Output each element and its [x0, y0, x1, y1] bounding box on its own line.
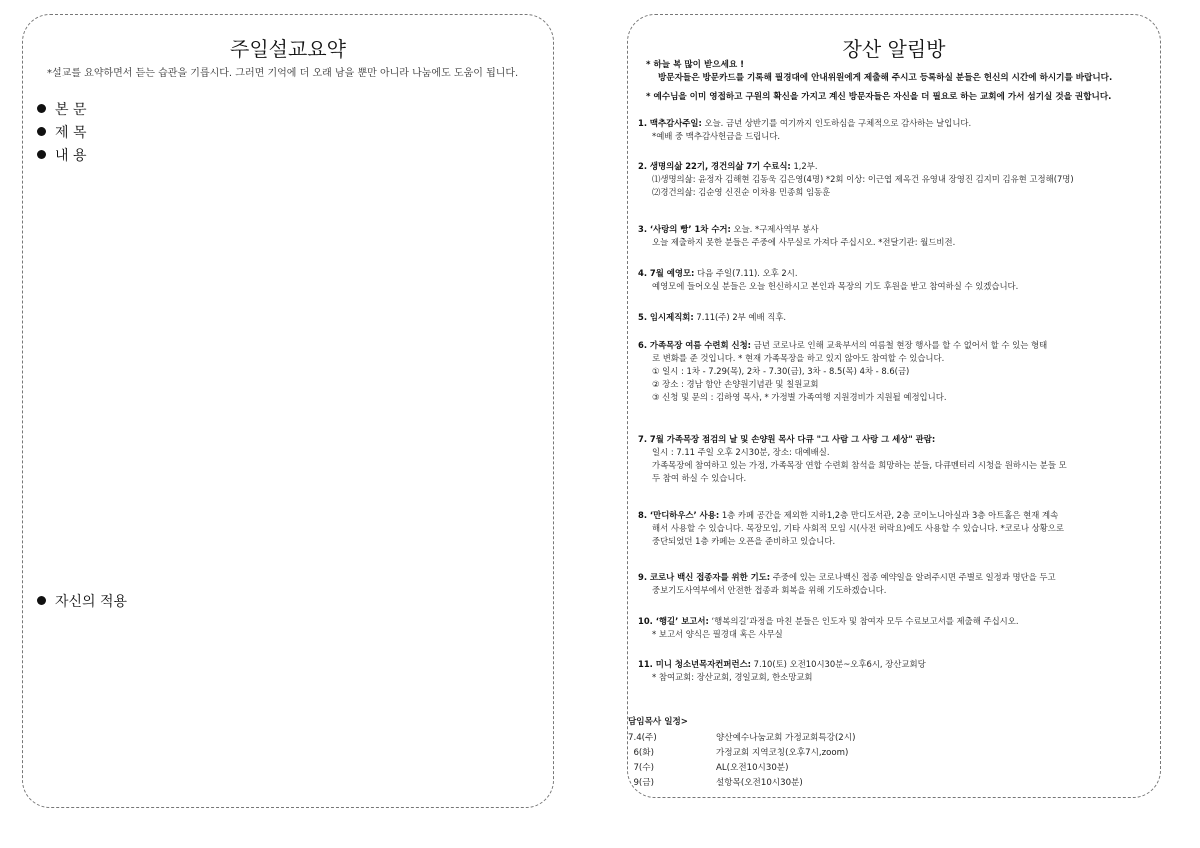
notice-item [638, 311, 1144, 324]
schedule-date: 7.4(주) [628, 733, 657, 743]
notice-first-line [638, 615, 1144, 628]
bullet-content [37, 145, 87, 165]
notice-heading: 2. 생명의삶 22기, 경건의삶 7기 수료식: [638, 161, 791, 171]
notice-heading: 11. 미니 청소년목자컨퍼런스: [638, 659, 752, 669]
notice-first-line [638, 311, 1144, 324]
notice-heading: 1. 맥추감사주일: [638, 118, 702, 128]
notice-heading: 6. 가족목장 여름 수련회 신청: [638, 340, 752, 350]
notice-text: 오늘. 금년 상반기를 여기까지 인도하심을 구체적으로 감사하는 날입니다. [701, 118, 972, 128]
notice-first-line [638, 223, 1144, 236]
notice-detail-line: 두 참여 하실 수 있습니다. [652, 473, 747, 483]
schedule-row [628, 776, 1148, 791]
sermon-summary-instruction: *설교를 요약하면서 듣는 습관을 기릅시다. 그러면 기억에 더 오래 남을 뿐만 아니라 나눔에도 도움이 됩니다. [47, 68, 519, 79]
notice-text: 금년 코로나로 인해 교육부서의 여름철 현장 행사를 할 수 없어서 할 수 있는 형태 [751, 340, 1048, 350]
notice-detail-line: ② 장소 : 경남 함안 손양원기념관 및 칠원교회 [652, 379, 819, 389]
notice-heading: 4. 7월 예영모: [638, 268, 695, 278]
notice-first-line [638, 160, 1144, 173]
bullet-dot-icon [37, 596, 46, 605]
notice-text: 1,2부. [790, 161, 818, 171]
notice-first-line [638, 339, 1144, 352]
notice-detail-line: 해서 사용할 수 있습니다. 목장모임, 기타 사회적 모임 시(사전 허락요)에도 사용할 수 있습니다. *코로나 상황으로 [652, 523, 1064, 533]
notice-item [638, 615, 1144, 641]
notice-detail-line: ① 일시 : 1차 - 7.29(목), 2차 - 7.30(금), 3차 - 8.5(목) 4차 - 8.6(금) [652, 366, 910, 376]
notice-detail-line: 가족목장에 참여하고 있는 가정, 가족목장 연합 수련회 참석을 희망하는 분들, 다큐멘터리 시청을 원하시는 분들 모 [652, 460, 1067, 470]
notice-item [638, 160, 1144, 199]
schedule-event: 설항목(오전10시30분) [716, 778, 803, 788]
notice-detail-line: ③ 신청 및 문의 : 김하영 목사, * 가정별 가족여행 지원경비가 지원될 예정입니다. [652, 392, 947, 402]
welcome-line-3: * 예수님을 이미 영접하고 구원의 확신을 가지고 계신 방문자들은 자신을 더 필요로 하는 교회에 가서 섬기실 것을 권합니다. [646, 92, 1112, 102]
notice-item [638, 571, 1144, 597]
bullet-bible-text [37, 99, 87, 119]
schedule-title: 담임목사 일정> [628, 717, 689, 727]
notice-text: 주중에 있는 코로나백신 접종 예약일을 알려주시면 주별로 일정과 명단을 두고 [770, 572, 1056, 582]
sermon-summary-panel [22, 14, 554, 808]
notice-detail-line: 일시 : 7.11 주일 오후 2시30분, 장소: 대예배실. [652, 447, 830, 457]
schedule-date: 9(금) [628, 778, 654, 788]
notice-item [638, 339, 1144, 404]
notice-text: 7.10(토) 오전10시30분~오후6시, 장산교회당 [751, 659, 926, 669]
notice-first-line [638, 571, 1144, 584]
notice-item [638, 509, 1144, 548]
schedule-row [628, 731, 1148, 746]
notice-detail-line: ⑴생명의삶: 윤정자 김해현 김동욱 김은영(4명) *2회 이상: 이근엽 제옥건 유영내 장영진 김지미 김유현 고정해(7명) [652, 174, 1074, 184]
schedule-event: 양산예수나눔교회 가정교회특강(2시) [716, 733, 856, 743]
bullet-self-application [37, 591, 127, 611]
schedule-row [628, 761, 1148, 776]
notice-detail-line: ⑵경건의삶: 김순영 신진순 이차용 민종희 임동훈 [652, 187, 831, 197]
announcements-panel [627, 14, 1161, 798]
announcements-title: 장산 알림방 [842, 37, 946, 61]
notice-first-line [638, 117, 1144, 130]
notice-item [638, 433, 1144, 485]
notice-detail-line: 로 변화를 준 것입니다. * 현재 가족목장을 하고 있지 않아도 참여할 수 있습니다. [652, 353, 945, 363]
bullet-sermon-title [37, 122, 87, 142]
schedule-row [628, 746, 1148, 761]
notice-detail-line: * 보고서 양식은 필경대 혹은 사무실 [652, 629, 783, 639]
notice-heading: 3. ‘사랑의 빵’ 1차 수거: [638, 224, 731, 234]
notice-item [638, 658, 1144, 684]
notice-text: 다음 주일(7.11). 오후 2시. [694, 268, 798, 278]
schedule-rows [628, 731, 1148, 791]
notice-detail-line: 오늘 제출하지 못한 분들은 주중에 사무실로 가져다 주십시오. *전달기관: 월드비전. [652, 237, 956, 247]
notice-first-line [638, 267, 1144, 280]
welcome-notice [646, 59, 1138, 104]
welcome-line-2: 방문자들은 방문카드를 기록해 필경대에 안내위원에게 제출해 주시고 등록하실 분들은 헌신의 시간에 하시기를 바랍니다. [658, 73, 1113, 83]
notice-detail-line: *예배 중 맥추감사헌금을 드립니다. [652, 131, 781, 141]
notice-item [638, 267, 1144, 293]
notice-heading: 10. ‘행길’ 보고서: [638, 616, 709, 626]
notice-detail-line: * 참여교회: 장산교회, 경일교회, 한소망교회 [652, 672, 813, 682]
notice-text: 오늘. *구제사역부 봉사 [730, 224, 819, 234]
bullet-label: 제 목 [55, 125, 87, 141]
bullet-label: 본 문 [55, 102, 87, 118]
schedule-event: 가정교회 지역코칭(오후7시,zoom) [716, 748, 849, 758]
pastor-schedule [628, 715, 1148, 791]
notice-first-line [638, 433, 1144, 446]
bullet-dot-icon [37, 127, 46, 136]
bullet-dot-icon [37, 104, 46, 113]
schedule-date: 6(화) [628, 748, 654, 758]
notice-heading: 5. 임시제직회: [638, 312, 694, 322]
sermon-summary-title: 주일설교요약 [230, 37, 346, 61]
notice-text: 1층 카페 공간을 제외한 지하1,2층 만디도서관, 2층 코이노니아실과 3층 아트홀은 현재 계속 [719, 510, 1059, 520]
notice-text: ‘행복의길’과정을 마친 분들은 인도자 및 참여자 모두 수료보고서를 제출해 주십시오. [708, 616, 1019, 626]
notice-text: 7.11(주) 2부 예배 직후. [693, 312, 787, 322]
welcome-line-1: * 하늘 복 많이 받으세요 ! [646, 60, 745, 70]
notice-detail-line: 예영모에 들어오실 분들은 오늘 헌신하시고 본인과 목장의 기도 후원을 받고 참여하실 수 있겠습니다. [652, 281, 1019, 291]
notice-first-line [638, 658, 1144, 671]
bullet-label: 내 용 [55, 148, 87, 164]
notice-item [638, 223, 1144, 249]
bullet-label: 자신의 적용 [55, 594, 128, 610]
schedule-date: 7(수) [628, 763, 654, 773]
notice-detail-line: 중보기도사역부에서 안전한 접종과 회복을 위해 기도하겠습니다. [652, 585, 887, 595]
notice-heading: 8. ‘만디하우스’ 사용: [638, 510, 720, 520]
notice-heading: 9. 코로나 백신 접종자를 위한 기도: [638, 572, 771, 582]
notice-item [638, 117, 1144, 143]
notice-heading: 7. 7월 가족목장 점검의 날 및 손양원 목사 다큐 "그 사람 그 사랑 그 세상" 관람: [638, 434, 936, 444]
notice-detail-line: 중단되었던 1층 카페는 오픈을 준비하고 있습니다. [652, 536, 836, 546]
schedule-event: AL(오전10시30분) [716, 763, 789, 773]
bullet-dot-icon [37, 150, 46, 159]
notice-first-line [638, 509, 1144, 522]
